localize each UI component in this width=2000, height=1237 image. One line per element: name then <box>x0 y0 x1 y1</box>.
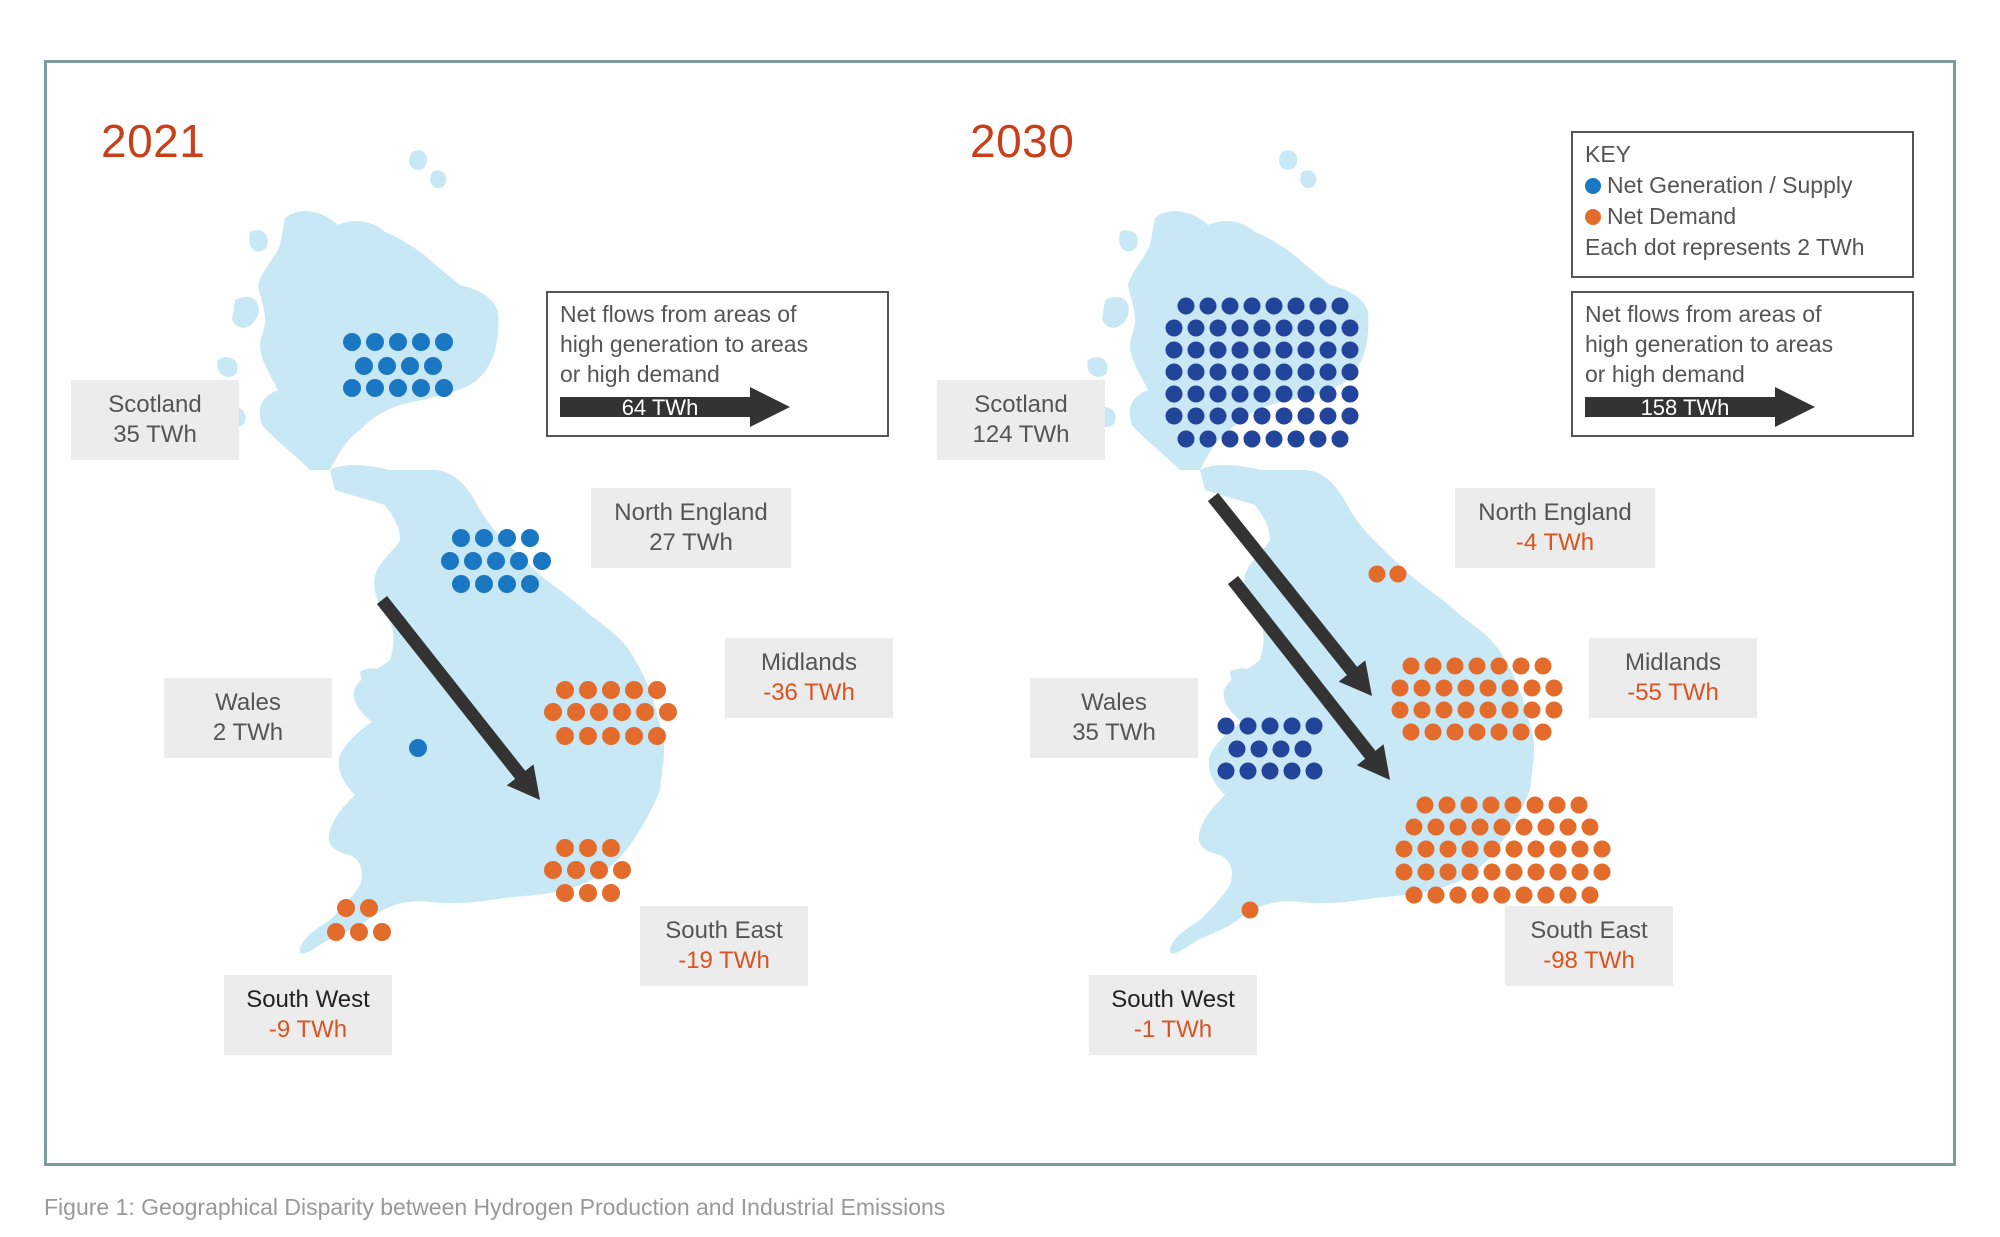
dot <box>1320 342 1337 359</box>
dot <box>1396 864 1413 881</box>
dot <box>1254 320 1271 337</box>
dot <box>1244 298 1261 315</box>
dot <box>1262 718 1279 735</box>
dot <box>327 923 345 941</box>
dot <box>475 575 493 593</box>
dot <box>1440 841 1457 858</box>
dot <box>544 703 562 721</box>
region-value: -1 TWh <box>1133 1016 1213 1043</box>
label-2030-south-west <box>1089 975 1257 1055</box>
dot <box>1418 841 1435 858</box>
dot <box>498 529 516 547</box>
dot <box>602 884 620 902</box>
dot <box>360 899 378 917</box>
dot <box>1288 298 1305 315</box>
dot <box>1550 841 1567 858</box>
dots-2021-wales <box>409 739 427 757</box>
dot <box>1462 841 1479 858</box>
region-name: Scotland <box>108 391 202 418</box>
region-name: North England <box>1478 499 1632 526</box>
dot <box>1480 680 1497 697</box>
region-value: -98 TWh <box>1543 947 1635 974</box>
dot <box>1254 408 1271 425</box>
dot <box>1244 431 1261 448</box>
dot <box>1582 887 1599 904</box>
dot <box>1188 364 1205 381</box>
dot <box>1306 763 1323 780</box>
region-value: 2 TWh <box>212 719 284 746</box>
generation-dot-icon <box>1585 178 1601 194</box>
region-name: South East <box>1530 917 1648 944</box>
dot <box>1310 431 1327 448</box>
dot <box>1298 364 1315 381</box>
dot <box>343 333 361 351</box>
region-name: Wales <box>215 689 281 716</box>
dot <box>1178 431 1195 448</box>
dot <box>1310 298 1327 315</box>
dot <box>533 552 551 570</box>
dot <box>1266 431 1283 448</box>
dot <box>648 727 666 745</box>
dot <box>1527 797 1544 814</box>
dots-2030-south-west <box>1242 902 1259 919</box>
dot <box>602 839 620 857</box>
label-2021-scotland <box>71 380 239 460</box>
dot <box>579 884 597 902</box>
key-box <box>1571 131 1914 278</box>
region-value: 35 TWh <box>113 421 197 448</box>
dot <box>1306 718 1323 735</box>
dot <box>1528 841 1545 858</box>
dot <box>556 839 574 857</box>
dot <box>1469 658 1486 675</box>
dot <box>424 357 442 375</box>
dot <box>1188 342 1205 359</box>
flow-box-2021 <box>546 291 889 437</box>
dot <box>1200 431 1217 448</box>
label-2021-south-east <box>640 906 808 986</box>
dot <box>625 681 643 699</box>
dot <box>1166 386 1183 403</box>
flow-value-2030: 158 TWh <box>1640 395 1730 420</box>
label-2021-midlands <box>725 638 893 718</box>
flow-text-line2: high generation to areas <box>1585 331 1834 357</box>
dot <box>412 379 430 397</box>
region-value: -19 TWh <box>678 947 770 974</box>
dot <box>1560 887 1577 904</box>
dot <box>1188 320 1205 337</box>
dot <box>1535 658 1552 675</box>
dot <box>544 861 562 879</box>
dot <box>1254 342 1271 359</box>
dot <box>373 923 391 941</box>
dot <box>1403 658 1420 675</box>
dot <box>1458 702 1475 719</box>
dot <box>1254 364 1271 381</box>
flow-arrow-2021 <box>560 387 790 427</box>
region-name: Wales <box>1081 689 1147 716</box>
dot <box>1472 819 1489 836</box>
dot <box>1425 658 1442 675</box>
key-demand-label: Net Demand <box>1607 203 1737 229</box>
dot <box>412 333 430 351</box>
dot <box>1232 342 1249 359</box>
dot <box>1484 864 1501 881</box>
dot <box>1491 658 1508 675</box>
dot <box>1232 364 1249 381</box>
dot <box>1210 342 1227 359</box>
dot <box>1436 702 1453 719</box>
dot <box>435 379 453 397</box>
dot <box>1232 408 1249 425</box>
dot <box>1369 566 1386 583</box>
flow-box-2030 <box>1571 291 1914 437</box>
flow-text-line3: or high demand <box>1585 361 1745 387</box>
dot <box>1406 819 1423 836</box>
year-2021: 2021 <box>101 115 206 167</box>
dot <box>1436 680 1453 697</box>
dot <box>401 357 419 375</box>
flow-value-2021: 64 TWh <box>621 395 699 420</box>
dot <box>389 333 407 351</box>
dot <box>1251 741 1268 758</box>
dot <box>1483 797 1500 814</box>
region-name: Midlands <box>1624 649 1722 676</box>
dot <box>1273 741 1290 758</box>
dot <box>521 529 539 547</box>
dot <box>1560 819 1577 836</box>
dot <box>389 379 407 397</box>
region-name: Midlands <box>760 649 858 676</box>
dot <box>1222 431 1239 448</box>
dot <box>1513 658 1530 675</box>
dot <box>1447 724 1464 741</box>
dot <box>1516 887 1533 904</box>
dot <box>1458 680 1475 697</box>
dot <box>1450 819 1467 836</box>
dot <box>1166 364 1183 381</box>
dot <box>1594 864 1611 881</box>
region-name: South East <box>665 917 783 944</box>
dot <box>1502 680 1519 697</box>
dot <box>1414 702 1431 719</box>
dot <box>1240 718 1257 735</box>
dot <box>1342 364 1359 381</box>
dot <box>1276 364 1293 381</box>
dot <box>1210 408 1227 425</box>
dot <box>1342 408 1359 425</box>
dot <box>1188 386 1205 403</box>
dot <box>1546 680 1563 697</box>
dot <box>1218 763 1235 780</box>
dot <box>366 379 384 397</box>
dot <box>378 357 396 375</box>
flow-text-line3: or high demand <box>560 361 720 387</box>
dot <box>1571 797 1588 814</box>
dot <box>1342 320 1359 337</box>
dot <box>1572 864 1589 881</box>
dot <box>1392 680 1409 697</box>
dot <box>1342 342 1359 359</box>
dot <box>556 727 574 745</box>
dot <box>1240 763 1257 780</box>
dot <box>1320 386 1337 403</box>
dot <box>1524 680 1541 697</box>
dot <box>613 861 631 879</box>
dot <box>636 703 654 721</box>
dot <box>1266 298 1283 315</box>
dot <box>1254 386 1271 403</box>
dot <box>337 899 355 917</box>
dot <box>1506 864 1523 881</box>
dot <box>1538 819 1555 836</box>
dot <box>659 703 677 721</box>
dot <box>435 333 453 351</box>
dot <box>1572 841 1589 858</box>
year-2030: 2030 <box>970 115 1075 167</box>
dot <box>1276 386 1293 403</box>
dot <box>625 727 643 745</box>
dot <box>510 552 528 570</box>
region-value: 124 TWh <box>972 421 1070 448</box>
flow-text-line2: high generation to areas <box>560 331 809 357</box>
label-2030-scotland <box>937 380 1105 460</box>
region-name: Scotland <box>974 391 1068 418</box>
flow-text-line1: Net flows from areas of <box>560 301 797 327</box>
dot <box>1469 724 1486 741</box>
dot <box>1222 298 1239 315</box>
dot <box>1461 797 1478 814</box>
dot <box>1188 408 1205 425</box>
dot <box>1494 887 1511 904</box>
dot <box>1166 408 1183 425</box>
dot <box>1550 864 1567 881</box>
dot <box>1480 702 1497 719</box>
dot <box>1491 724 1508 741</box>
dot <box>1229 741 1246 758</box>
region-value: 35 TWh <box>1072 719 1156 746</box>
dot <box>1232 386 1249 403</box>
dot <box>1549 797 1566 814</box>
dot <box>1332 431 1349 448</box>
dot <box>1332 298 1349 315</box>
dot <box>487 552 505 570</box>
flow-arrow-2030 <box>1585 387 1815 427</box>
dot <box>366 333 384 351</box>
dot <box>579 727 597 745</box>
region-name: North England <box>614 499 768 526</box>
region-value: -4 TWh <box>1515 529 1595 556</box>
dot <box>613 703 631 721</box>
dot <box>1320 408 1337 425</box>
dot <box>590 861 608 879</box>
region-value: -36 TWh <box>763 679 855 706</box>
dot <box>521 575 539 593</box>
dot <box>556 884 574 902</box>
dot <box>1440 864 1457 881</box>
dot <box>1447 658 1464 675</box>
dot <box>567 703 585 721</box>
dot <box>1298 386 1315 403</box>
dot <box>1276 320 1293 337</box>
dot <box>1276 408 1293 425</box>
dot <box>556 681 574 699</box>
region-value: -55 TWh <box>1627 679 1719 706</box>
figure-caption: Figure 1: Geographical Disparity between Hydrogen Production and Industrial Emissions <box>44 1194 946 1220</box>
dot <box>343 379 361 397</box>
dot <box>1262 763 1279 780</box>
key-generation-label: Net Generation / Supply <box>1607 172 1853 198</box>
dot <box>1284 763 1301 780</box>
dot <box>1528 864 1545 881</box>
dot <box>1439 797 1456 814</box>
label-2030-north-england <box>1455 488 1655 568</box>
dot <box>1513 724 1530 741</box>
label-2021-wales <box>164 678 332 758</box>
dot <box>441 552 459 570</box>
label-2030-south-east <box>1505 906 1673 986</box>
dot <box>1594 841 1611 858</box>
dot <box>464 552 482 570</box>
key-note: Each dot represents 2 TWh <box>1585 234 1865 260</box>
dot <box>1342 386 1359 403</box>
key-generation-row <box>1585 170 1900 201</box>
dot <box>409 739 427 757</box>
dot <box>567 861 585 879</box>
dot <box>350 923 368 941</box>
dot <box>1298 408 1315 425</box>
dot <box>1166 342 1183 359</box>
dot <box>1276 342 1293 359</box>
dot <box>1450 887 1467 904</box>
dot <box>498 575 516 593</box>
label-2021-south-west <box>224 975 392 1055</box>
dot <box>1546 702 1563 719</box>
dot <box>1406 887 1423 904</box>
dot <box>1178 298 1195 315</box>
dot <box>1428 819 1445 836</box>
dot <box>452 529 470 547</box>
dot <box>1516 819 1533 836</box>
dot <box>1392 702 1409 719</box>
label-2030-midlands <box>1589 638 1757 718</box>
dot <box>1284 718 1301 735</box>
dot <box>1288 431 1305 448</box>
dot <box>1582 819 1599 836</box>
region-value: 27 TWh <box>649 529 733 556</box>
dot <box>1538 887 1555 904</box>
dot <box>602 681 620 699</box>
dot <box>1417 797 1434 814</box>
key-demand-row <box>1585 201 1900 232</box>
dot <box>1414 680 1431 697</box>
dot <box>579 681 597 699</box>
dot <box>1506 841 1523 858</box>
dot <box>1390 566 1407 583</box>
dot <box>1210 364 1227 381</box>
dot <box>1425 724 1442 741</box>
dot <box>1524 702 1541 719</box>
dot <box>1210 386 1227 403</box>
region-name: South West <box>1111 986 1235 1013</box>
flow-text-line1: Net flows from areas of <box>1585 301 1822 327</box>
dot <box>1320 364 1337 381</box>
dot <box>602 727 620 745</box>
dot <box>1502 702 1519 719</box>
dot <box>1295 741 1312 758</box>
dot <box>1232 320 1249 337</box>
dot <box>452 575 470 593</box>
dot <box>648 681 666 699</box>
dot <box>1166 320 1183 337</box>
dot <box>1218 718 1235 735</box>
dot <box>475 529 493 547</box>
dot <box>1535 724 1552 741</box>
dot <box>1200 298 1217 315</box>
dot <box>1242 902 1259 919</box>
dot <box>1472 887 1489 904</box>
dot <box>1428 887 1445 904</box>
dot <box>1320 320 1337 337</box>
dot <box>1403 724 1420 741</box>
dot <box>1505 797 1522 814</box>
label-2021-north-england <box>591 488 791 568</box>
key-title: KEY <box>1585 141 1632 167</box>
region-value: -9 TWh <box>268 1016 348 1043</box>
demand-dot-icon <box>1585 209 1601 225</box>
label-2030-wales <box>1030 678 1198 758</box>
dot <box>1298 342 1315 359</box>
dot <box>1396 841 1413 858</box>
dot <box>1494 819 1511 836</box>
dot <box>1484 841 1501 858</box>
dot <box>1462 864 1479 881</box>
dot <box>1418 864 1435 881</box>
dot <box>590 703 608 721</box>
region-name: South West <box>246 986 370 1013</box>
dot <box>579 839 597 857</box>
dot <box>1298 320 1315 337</box>
dot <box>1210 320 1227 337</box>
dot <box>355 357 373 375</box>
